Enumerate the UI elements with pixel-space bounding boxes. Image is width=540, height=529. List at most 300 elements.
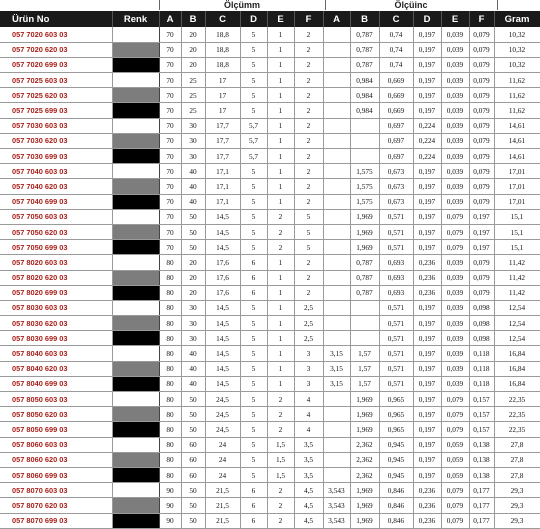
- gram-value: 16,84: [494, 346, 540, 361]
- table-row: [0, 118, 540, 133]
- column-header: F: [294, 11, 323, 27]
- inch-value: 0,697: [379, 149, 413, 164]
- table-row: [0, 452, 540, 467]
- inch-value: 1,969: [350, 224, 379, 239]
- mm-value: 6: [240, 483, 267, 498]
- table-row: [0, 270, 540, 285]
- mm-value: 40: [181, 361, 205, 376]
- color-swatch: [112, 149, 159, 164]
- inch-value: 0,138: [469, 452, 494, 467]
- mm-value: 1: [267, 133, 294, 148]
- column-header: A: [159, 11, 181, 27]
- gram-value: 16,84: [494, 361, 540, 376]
- inch-value: 1,575: [350, 164, 379, 179]
- inch-value: 0,673: [379, 164, 413, 179]
- mm-value: 6: [240, 270, 267, 285]
- mm-value: 80: [159, 300, 181, 315]
- mm-value: 4,5: [294, 498, 323, 513]
- mm-value: 4,5: [294, 483, 323, 498]
- mm-value: 3,5: [294, 437, 323, 452]
- mm-value: 20: [181, 42, 205, 57]
- column-header: E: [441, 11, 469, 27]
- mm-value: 30: [181, 118, 205, 133]
- inch-value: 0,039: [441, 88, 469, 103]
- mm-value: 1: [267, 73, 294, 88]
- inch-value: 0,197: [413, 179, 441, 194]
- mm-value: 20: [181, 270, 205, 285]
- inch-value: 0,177: [469, 483, 494, 498]
- mm-value: 5: [240, 42, 267, 57]
- inch-value: 0,965: [379, 422, 413, 437]
- mm-value: 25: [181, 103, 205, 118]
- mm-value: 17,6: [205, 285, 240, 300]
- inch-value: 0,571: [379, 209, 413, 224]
- product-code: 057 8060 699 03: [0, 467, 112, 482]
- table-row: [0, 73, 540, 88]
- gram-value: 12,54: [494, 331, 540, 346]
- inch-value: 0,197: [413, 103, 441, 118]
- inch-value: 0,039: [441, 149, 469, 164]
- mm-value: 1: [267, 42, 294, 57]
- color-swatch: [112, 300, 159, 315]
- mm-value: 21,5: [205, 498, 240, 513]
- mm-value: 20: [181, 285, 205, 300]
- inch-value: 0,197: [469, 224, 494, 239]
- inch-value: 0,059: [441, 467, 469, 482]
- mm-value: 21,5: [205, 513, 240, 528]
- mm-value: 14,5: [205, 209, 240, 224]
- inch-value: 0,236: [413, 513, 441, 528]
- mm-value: 80: [159, 270, 181, 285]
- product-code: 057 7030 699 03: [0, 149, 112, 164]
- product-code: 057 7050 603 03: [0, 209, 112, 224]
- mm-value: 4: [294, 407, 323, 422]
- table-row: [0, 331, 540, 346]
- gram-value: 22,35: [494, 422, 540, 437]
- inch-value: 0,669: [379, 103, 413, 118]
- mm-value: 3: [294, 376, 323, 391]
- mm-value: 1: [267, 300, 294, 315]
- mm-value: 50: [181, 392, 205, 407]
- inch-value: 0,079: [441, 483, 469, 498]
- inch-value: 0,098: [469, 300, 494, 315]
- mm-value: 1: [267, 316, 294, 331]
- inch-value: 0,197: [413, 407, 441, 422]
- gram-value: 12,54: [494, 300, 540, 315]
- color-swatch: [112, 88, 159, 103]
- mm-value: 50: [181, 407, 205, 422]
- inch-value: 0,197: [413, 73, 441, 88]
- mm-value: 1: [267, 27, 294, 42]
- inch-value: 0,079: [469, 285, 494, 300]
- mm-value: 6: [240, 513, 267, 528]
- mm-value: 70: [159, 118, 181, 133]
- mm-value: 2: [267, 224, 294, 239]
- gram-value: 12,54: [494, 316, 540, 331]
- product-code: 057 8050 620 03: [0, 407, 112, 422]
- mm-value: 17,1: [205, 164, 240, 179]
- inch-value: 3,543: [323, 513, 350, 528]
- group-header-olcuinc: Ölçüinc: [394, 0, 428, 10]
- inch-value: [323, 133, 350, 148]
- inch-value: 0,945: [379, 467, 413, 482]
- gram-value: 11,42: [494, 255, 540, 270]
- mm-value: 70: [159, 179, 181, 194]
- color-swatch: [112, 331, 159, 346]
- column-header: Ürün No: [0, 11, 112, 27]
- mm-value: 25: [181, 73, 205, 88]
- mm-value: 70: [159, 57, 181, 72]
- mm-value: 30: [181, 133, 205, 148]
- inch-value: 0,118: [469, 376, 494, 391]
- inch-value: 0,039: [441, 179, 469, 194]
- inch-value: 0,236: [413, 483, 441, 498]
- inch-value: 0,039: [441, 361, 469, 376]
- inch-value: 3,15: [323, 346, 350, 361]
- product-code: 057 8040 699 03: [0, 376, 112, 391]
- mm-value: 2: [294, 270, 323, 285]
- mm-value: 3,5: [294, 467, 323, 482]
- inch-value: 0,098: [469, 316, 494, 331]
- gram-value: 11,62: [494, 103, 540, 118]
- inch-value: [350, 149, 379, 164]
- mm-value: 80: [159, 316, 181, 331]
- mm-value: 5: [240, 164, 267, 179]
- mm-value: 1,5: [267, 452, 294, 467]
- mm-value: 5: [240, 407, 267, 422]
- mm-value: 6: [240, 255, 267, 270]
- inch-value: 0,039: [441, 103, 469, 118]
- gram-value: 17,01: [494, 179, 540, 194]
- mm-value: 5: [294, 240, 323, 255]
- product-code: 057 8070 699 03: [0, 513, 112, 528]
- mm-value: 2: [294, 149, 323, 164]
- inch-value: 0,693: [379, 255, 413, 270]
- mm-value: 17,1: [205, 179, 240, 194]
- mm-value: 1: [267, 376, 294, 391]
- inch-value: [323, 103, 350, 118]
- mm-value: 3: [294, 346, 323, 361]
- inch-value: 0,787: [350, 42, 379, 57]
- mm-value: 1: [267, 346, 294, 361]
- mm-value: 2,5: [294, 331, 323, 346]
- mm-value: 5: [240, 88, 267, 103]
- mm-value: 5: [240, 73, 267, 88]
- color-swatch: [112, 209, 159, 224]
- inch-value: 0,197: [413, 27, 441, 42]
- mm-value: 5: [240, 209, 267, 224]
- inch-value: 0,039: [441, 300, 469, 315]
- mm-value: 4: [294, 392, 323, 407]
- inch-value: 0,74: [379, 27, 413, 42]
- mm-value: 5: [240, 57, 267, 72]
- mm-value: 17,6: [205, 255, 240, 270]
- mm-value: 70: [159, 42, 181, 57]
- gram-value: 16,84: [494, 376, 540, 391]
- inch-value: [323, 255, 350, 270]
- mm-value: 2: [294, 103, 323, 118]
- gram-value: 10,32: [494, 42, 540, 57]
- color-swatch: [112, 285, 159, 300]
- inch-value: [323, 316, 350, 331]
- inch-value: 0,079: [441, 498, 469, 513]
- mm-value: 40: [181, 346, 205, 361]
- mm-value: 5: [240, 300, 267, 315]
- color-swatch: [112, 164, 159, 179]
- inch-value: 0,197: [413, 209, 441, 224]
- product-code: 057 8060 603 03: [0, 437, 112, 452]
- inch-value: 0,039: [441, 346, 469, 361]
- color-swatch: [112, 57, 159, 72]
- table-row: [0, 103, 540, 118]
- table-row: [0, 240, 540, 255]
- inch-value: 0,197: [413, 300, 441, 315]
- mm-value: 1: [267, 270, 294, 285]
- color-swatch: [112, 255, 159, 270]
- mm-value: 2: [267, 240, 294, 255]
- inch-value: 0,118: [469, 346, 494, 361]
- inch-value: 0,673: [379, 179, 413, 194]
- mm-value: 70: [159, 209, 181, 224]
- mm-value: 14,5: [205, 316, 240, 331]
- column-header: E: [267, 11, 294, 27]
- mm-value: 14,5: [205, 240, 240, 255]
- inch-value: 0,079: [441, 392, 469, 407]
- mm-value: 17,1: [205, 194, 240, 209]
- inch-value: 0,846: [379, 498, 413, 513]
- product-code: 057 8020 620 03: [0, 270, 112, 285]
- mm-value: 5: [240, 452, 267, 467]
- inch-value: 0,697: [379, 118, 413, 133]
- mm-value: 5,7: [240, 118, 267, 133]
- inch-value: [323, 118, 350, 133]
- inch-value: 0,079: [469, 73, 494, 88]
- table-row: [0, 376, 540, 391]
- inch-value: 0,787: [350, 57, 379, 72]
- inch-value: 0,197: [413, 376, 441, 391]
- mm-value: 70: [159, 194, 181, 209]
- gram-value: 15,1: [494, 240, 540, 255]
- inch-value: 1,969: [350, 392, 379, 407]
- product-code: 057 8020 699 03: [0, 285, 112, 300]
- table-row: [0, 42, 540, 57]
- mm-value: 5: [240, 194, 267, 209]
- inch-value: 0,965: [379, 407, 413, 422]
- color-swatch: [112, 452, 159, 467]
- inch-value: 0,157: [469, 392, 494, 407]
- inch-value: [323, 164, 350, 179]
- inch-value: 0,224: [413, 133, 441, 148]
- table-row: [0, 88, 540, 103]
- inch-value: 0,571: [379, 240, 413, 255]
- table-row: [0, 422, 540, 437]
- inch-value: 0,079: [469, 270, 494, 285]
- mm-value: 2: [294, 285, 323, 300]
- mm-value: 5: [240, 240, 267, 255]
- table-row: [0, 179, 540, 194]
- mm-value: 24: [205, 452, 240, 467]
- inch-value: 0,197: [413, 240, 441, 255]
- table-row: [0, 437, 540, 452]
- inch-value: 0,079: [469, 164, 494, 179]
- color-swatch: [112, 42, 159, 57]
- color-swatch: [112, 73, 159, 88]
- inch-value: [323, 42, 350, 57]
- mm-value: 2: [294, 27, 323, 42]
- inch-value: 0,197: [413, 452, 441, 467]
- inch-value: 0,236: [413, 270, 441, 285]
- inch-value: 0,197: [413, 346, 441, 361]
- column-header: Gram: [494, 11, 540, 27]
- mm-value: 1: [267, 361, 294, 376]
- mm-value: 18,8: [205, 42, 240, 57]
- inch-value: [323, 73, 350, 88]
- mm-value: 2: [294, 133, 323, 148]
- inch-value: 0,197: [413, 392, 441, 407]
- inch-value: 1,575: [350, 179, 379, 194]
- inch-value: [323, 331, 350, 346]
- mm-value: 14,5: [205, 376, 240, 391]
- inch-value: 1,969: [350, 498, 379, 513]
- inch-value: 0,787: [350, 270, 379, 285]
- inch-value: 0,846: [379, 483, 413, 498]
- mm-value: 5: [240, 224, 267, 239]
- mm-value: 70: [159, 88, 181, 103]
- product-code: 057 7030 603 03: [0, 118, 112, 133]
- table-row: [0, 27, 540, 42]
- mm-value: 24,5: [205, 407, 240, 422]
- mm-value: 30: [181, 331, 205, 346]
- mm-value: 17: [205, 88, 240, 103]
- inch-value: 0,079: [441, 513, 469, 528]
- mm-value: 1: [267, 194, 294, 209]
- inch-value: 2,362: [350, 437, 379, 452]
- inch-value: 0,039: [441, 42, 469, 57]
- mm-value: 2,5: [294, 300, 323, 315]
- inch-value: [350, 331, 379, 346]
- gram-value: 17,01: [494, 164, 540, 179]
- color-swatch: [112, 133, 159, 148]
- color-swatch: [112, 346, 159, 361]
- mm-value: 18,8: [205, 27, 240, 42]
- product-code: 057 7025 603 03: [0, 73, 112, 88]
- gram-value: 11,62: [494, 73, 540, 88]
- color-swatch: [112, 483, 159, 498]
- color-swatch: [112, 407, 159, 422]
- mm-value: 50: [181, 513, 205, 528]
- inch-value: 0,138: [469, 467, 494, 482]
- mm-value: 17,7: [205, 118, 240, 133]
- inch-value: 3,15: [323, 361, 350, 376]
- inch-value: 0,571: [379, 331, 413, 346]
- inch-value: 0,965: [379, 392, 413, 407]
- table-row: [0, 316, 540, 331]
- mm-value: 30: [181, 300, 205, 315]
- mm-value: 2: [294, 194, 323, 209]
- mm-value: 70: [159, 103, 181, 118]
- inch-value: 0,571: [379, 224, 413, 239]
- mm-value: 2: [267, 209, 294, 224]
- color-swatch: [112, 422, 159, 437]
- inch-value: 0,693: [379, 285, 413, 300]
- gram-value: 14,61: [494, 118, 540, 133]
- inch-value: 0,74: [379, 57, 413, 72]
- mm-value: 17: [205, 103, 240, 118]
- mm-value: 5: [240, 392, 267, 407]
- inch-value: 1,969: [350, 513, 379, 528]
- mm-value: 5: [240, 331, 267, 346]
- inch-value: 1,57: [350, 376, 379, 391]
- mm-value: 2: [294, 179, 323, 194]
- mm-value: 40: [181, 179, 205, 194]
- group-separator: [497, 0, 498, 10]
- column-header-row: [0, 11, 540, 27]
- inch-value: 1,969: [350, 483, 379, 498]
- inch-value: 0,157: [469, 407, 494, 422]
- inch-value: 0,059: [441, 452, 469, 467]
- inch-value: 0,039: [441, 316, 469, 331]
- inch-value: [323, 270, 350, 285]
- mm-value: 70: [159, 133, 181, 148]
- inch-value: [323, 224, 350, 239]
- inch-value: 0,039: [441, 27, 469, 42]
- mm-value: 80: [159, 392, 181, 407]
- inch-value: 0,693: [379, 270, 413, 285]
- inch-value: [323, 300, 350, 315]
- inch-value: 0,079: [469, 179, 494, 194]
- product-code: 057 8050 699 03: [0, 422, 112, 437]
- product-code: 057 7040 699 03: [0, 194, 112, 209]
- mm-value: 50: [181, 422, 205, 437]
- table-row: [0, 209, 540, 224]
- table-row: [0, 361, 540, 376]
- mm-value: 2: [267, 483, 294, 498]
- product-code: 057 8040 603 03: [0, 346, 112, 361]
- inch-value: 0,571: [379, 316, 413, 331]
- inch-value: 0,197: [469, 240, 494, 255]
- column-header: D: [413, 11, 441, 27]
- mm-value: 50: [181, 498, 205, 513]
- mm-value: 2: [267, 513, 294, 528]
- inch-value: 0,197: [413, 467, 441, 482]
- gram-value: 27,8: [494, 437, 540, 452]
- table-row: [0, 483, 540, 498]
- inch-value: 0,157: [469, 422, 494, 437]
- inch-value: 0,039: [441, 376, 469, 391]
- inch-value: 0,669: [379, 73, 413, 88]
- inch-value: 3,15: [323, 376, 350, 391]
- inch-value: 0,984: [350, 73, 379, 88]
- mm-value: 17,6: [205, 270, 240, 285]
- inch-value: 0,079: [469, 149, 494, 164]
- gram-value: 22,35: [494, 392, 540, 407]
- mm-value: 5: [240, 27, 267, 42]
- mm-value: 1: [267, 255, 294, 270]
- mm-value: 2: [267, 392, 294, 407]
- inch-value: 0,787: [350, 255, 379, 270]
- mm-value: 2,5: [294, 316, 323, 331]
- mm-value: 14,5: [205, 331, 240, 346]
- color-swatch: [112, 270, 159, 285]
- mm-value: 80: [159, 437, 181, 452]
- inch-value: [323, 467, 350, 482]
- inch-value: 0,197: [413, 422, 441, 437]
- mm-value: 14,5: [205, 361, 240, 376]
- inch-value: 0,079: [469, 194, 494, 209]
- inch-value: [323, 452, 350, 467]
- inch-value: 3,543: [323, 498, 350, 513]
- inch-value: 0,039: [441, 285, 469, 300]
